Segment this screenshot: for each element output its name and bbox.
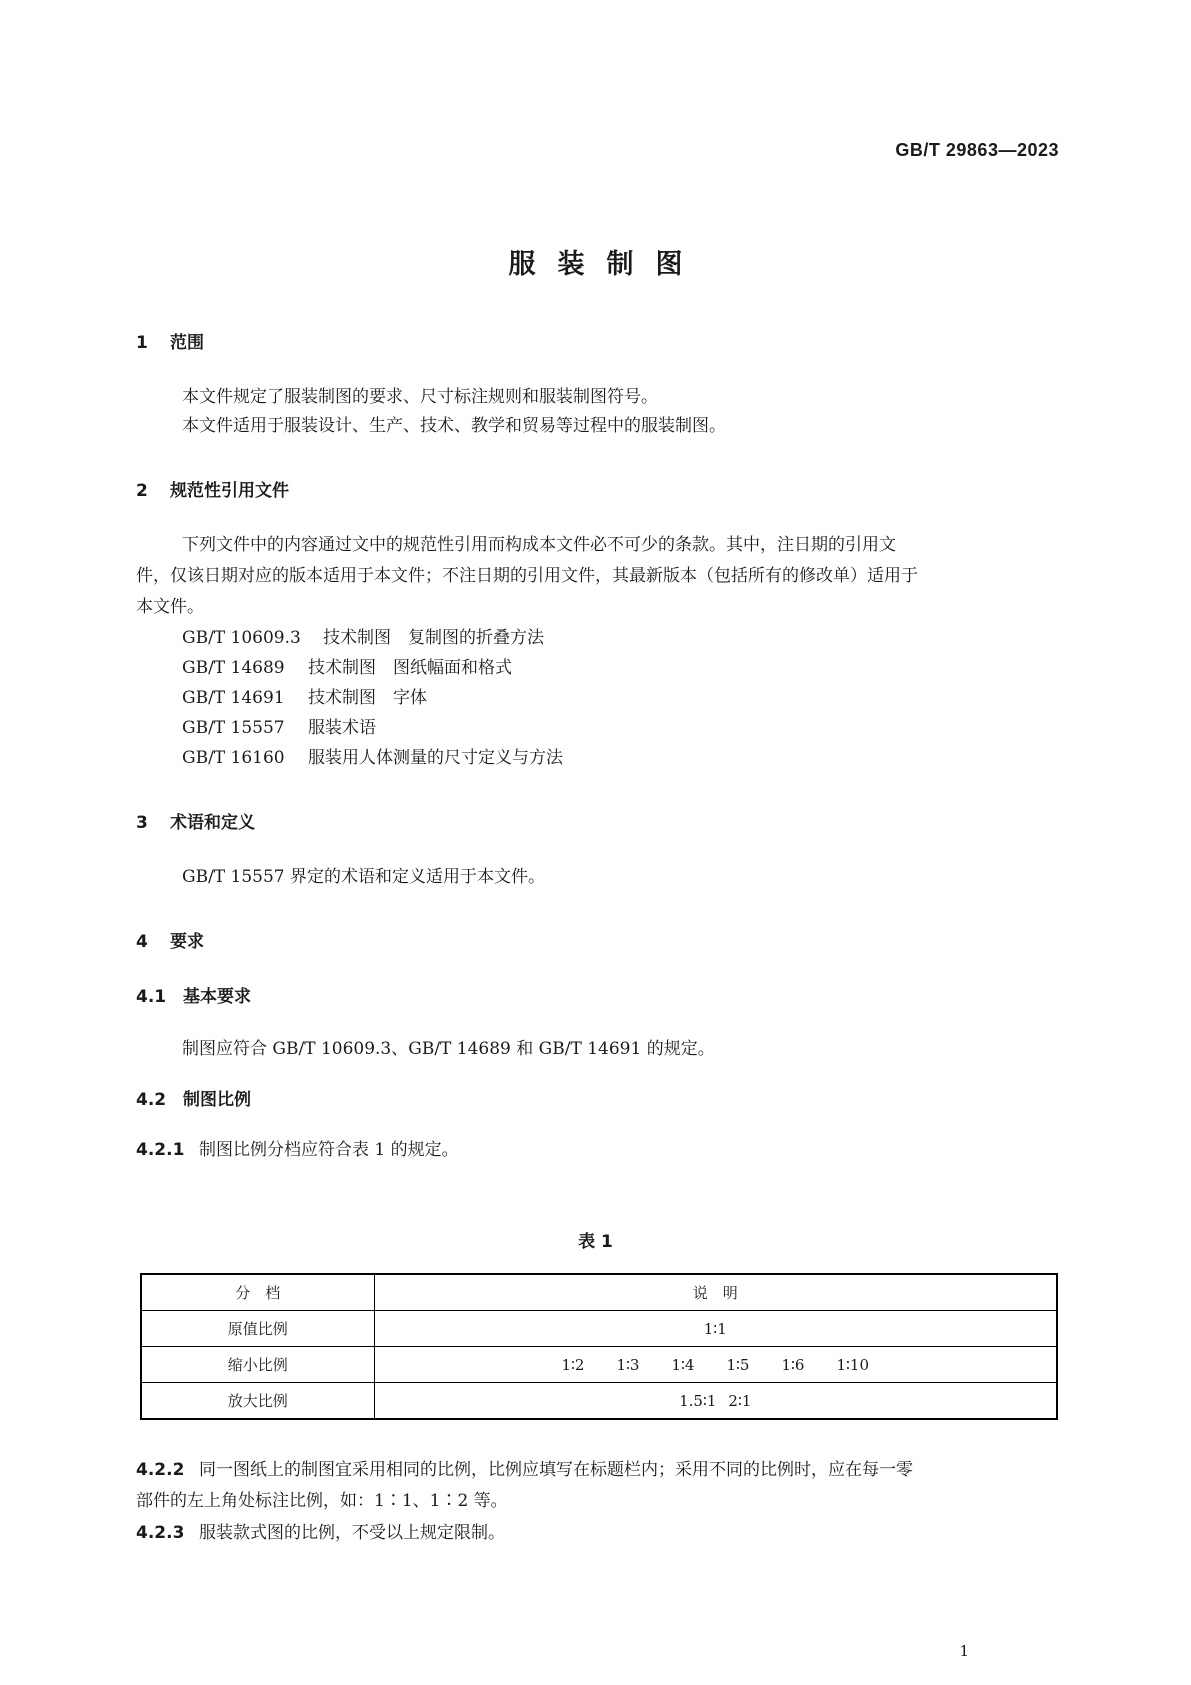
section-title: 术语和定义 <box>170 813 255 833</box>
standard-number: GB/T 29863—2023 <box>895 140 1059 160</box>
section-number: 1 <box>136 333 148 353</box>
section-number: 4 <box>136 932 148 952</box>
section-1-para-1: 本文件规定了服装制图的要求、尺寸标注规则和服装制图符号。 <box>182 387 658 407</box>
section-number: 4.2 <box>136 1090 167 1110</box>
table-row <box>141 1383 1057 1420</box>
document-title: 服装制图 <box>508 249 705 280</box>
section-4-2-heading <box>136 1085 251 1110</box>
page-number: 1 <box>959 1642 969 1660</box>
ref-code: GB/T 14689 <box>182 658 285 678</box>
ref-item <box>182 623 544 648</box>
section-2-para-line-1: 下列文件中的内容通过文中的规范性引用而构成本文件必不可少的条款。其中，注日期的引用文 <box>182 535 896 555</box>
ref-item <box>182 683 427 708</box>
section-number: 4.1 <box>136 987 167 1007</box>
section-title: 基本要求 <box>183 987 251 1007</box>
section-4-heading <box>136 927 204 952</box>
section-4-1-heading <box>136 982 251 1007</box>
ratio: 1∶2 <box>561 1355 585 1374</box>
section-1-para-2: 本文件适用于服装设计、生产、技术、教学和贸易等过程中的服装制图。 <box>182 416 726 436</box>
section-4-1-para: 制图应符合 GB/T 10609.3、GB/T 14689 和 GB/T 14691 的规定。 <box>182 1039 715 1059</box>
ref-code: GB/T 14691 <box>182 688 285 708</box>
table-row <box>141 1347 1057 1383</box>
clause-text: 同一图纸上的制图宜采用相同的比例，比例应填写在标题栏内；采用不同的比例时，应在每一零 <box>199 1460 913 1480</box>
table-1 <box>140 1273 1058 1420</box>
column-header-description: 说 明 <box>374 1274 1057 1311</box>
ref-item <box>182 653 512 678</box>
section-number: 3 <box>136 813 148 833</box>
section-3-para: GB/T 15557 界定的术语和定义适用于本文件。 <box>182 867 546 887</box>
table-header-row <box>141 1274 1057 1311</box>
ref-code: GB/T 10609.3 <box>182 628 301 648</box>
table-1-caption: 表 1 <box>578 1232 613 1252</box>
section-2-para-line-3: 本文件。 <box>136 597 204 617</box>
clause-number: 4.2.2 <box>136 1460 185 1480</box>
section-2-heading <box>136 476 289 501</box>
section-title: 要求 <box>170 932 204 952</box>
grade-cell: 原值比例 <box>141 1311 374 1347</box>
section-title: 制图比例 <box>183 1090 251 1110</box>
table-row <box>141 1311 1057 1347</box>
section-number: 2 <box>136 481 148 501</box>
column-header-grade: 分 档 <box>141 1274 374 1311</box>
ratios-cell <box>374 1311 1057 1347</box>
clause-text: 服装款式图的比例，不受以上规定限制。 <box>199 1523 505 1543</box>
ref-title: 服装用人体测量的尺寸定义与方法 <box>308 748 563 768</box>
ref-code: GB/T 15557 <box>182 718 285 738</box>
grade-cell: 缩小比例 <box>141 1347 374 1383</box>
ratio: 1∶10 <box>836 1355 870 1374</box>
grade-cell: 放大比例 <box>141 1383 374 1420</box>
ref-title: 技术制图 字体 <box>308 688 427 708</box>
clause-4-2-2-line-1 <box>136 1455 913 1486</box>
section-2-para-line-2: 件，仅该日期对应的版本适用于本文件；不注日期的引用文件，其最新版本（包括所有的修改单）适用于 <box>136 566 918 586</box>
section-title: 范围 <box>170 333 204 353</box>
ref-title: 服装术语 <box>308 718 376 738</box>
clause-number: 4.2.3 <box>136 1523 185 1543</box>
section-1-heading <box>136 328 204 353</box>
clause-4-2-2-line-2: 部件的左上角处标注比例，如：1∶1、1∶2 等。 <box>136 1491 508 1511</box>
clause-4-2-3 <box>136 1518 505 1549</box>
ref-code: GB/T 16160 <box>182 748 285 768</box>
clause-text: 制图比例分档应符合表 1 的规定。 <box>199 1140 459 1160</box>
section-title: 规范性引用文件 <box>170 481 289 501</box>
ref-title: 技术制图 复制图的折叠方法 <box>323 628 544 648</box>
ratio: 2∶1 <box>728 1391 752 1410</box>
ratio: 1∶1 <box>703 1319 727 1338</box>
clause-number: 4.2.1 <box>136 1140 185 1160</box>
ref-item <box>182 713 376 738</box>
ratio: 1∶6 <box>781 1355 805 1374</box>
ratios-cell <box>374 1383 1057 1420</box>
ratios-cell <box>374 1347 1057 1383</box>
ratio: 1∶3 <box>616 1355 640 1374</box>
ratio: 1.5∶1 <box>679 1391 717 1410</box>
ratio: 1∶5 <box>726 1355 750 1374</box>
ratio: 1∶4 <box>671 1355 695 1374</box>
ref-title: 技术制图 图纸幅面和格式 <box>308 658 512 678</box>
section-3-heading <box>136 808 255 833</box>
ref-item <box>182 743 563 768</box>
clause-4-2-1 <box>136 1135 459 1166</box>
